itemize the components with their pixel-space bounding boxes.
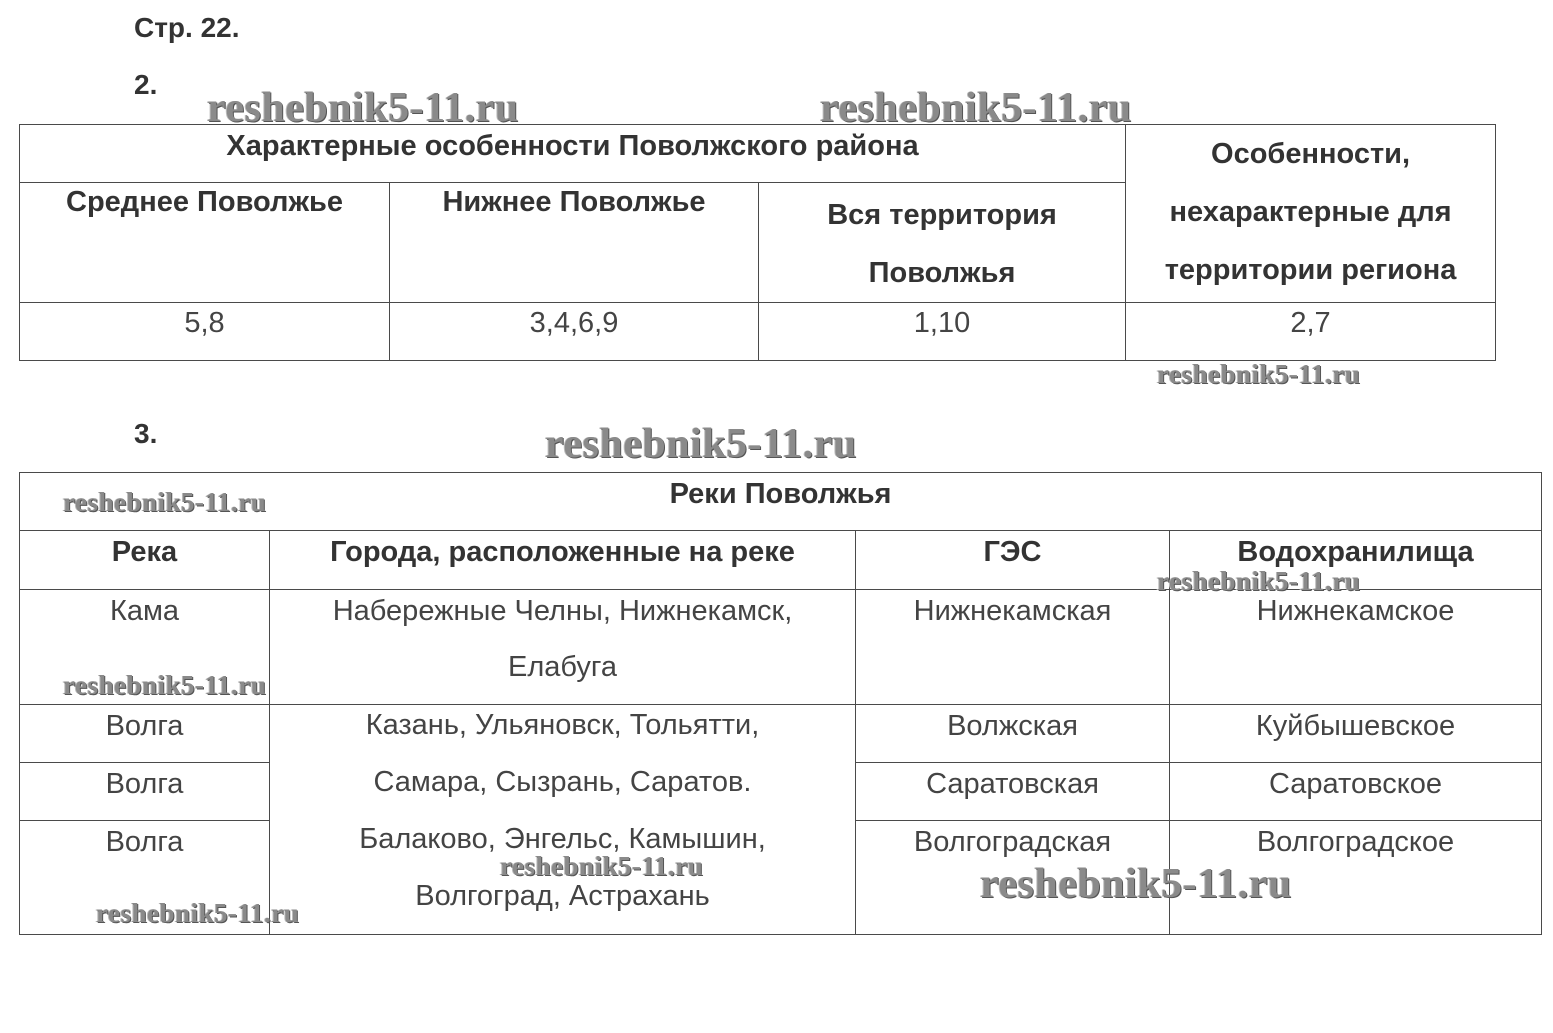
value-uncharacteristic-text: 2,7: [1290, 307, 1331, 339]
volga-cities-cell: [270, 705, 856, 935]
reservoir-cell: [1170, 705, 1542, 763]
col-whole-volga-text: Вся территория Поволжья: [827, 199, 1057, 289]
watermark: reshebnik5-11.ru: [1157, 566, 1361, 596]
river-cell-text: Кама: [109, 595, 180, 627]
header-ges: [856, 531, 1170, 590]
watermark: reshebnik5-11.ru: [63, 487, 267, 517]
col-middle-volga-text: Среднее Поволжье: [66, 186, 343, 218]
header-river: [20, 531, 270, 590]
features-table: [19, 124, 1496, 361]
ges-cell-text: Нижнекамская: [913, 595, 1112, 627]
task-2-number: 2.: [134, 69, 158, 100]
watermark: reshebnik5-11.ru: [1157, 359, 1361, 389]
river-cell-text: Волга: [105, 710, 184, 742]
header-ges-text: ГЭС: [983, 536, 1042, 568]
ges-cell: [856, 590, 1170, 705]
reservoir-cell-text: Куйбышевское: [1255, 710, 1456, 742]
value-lower-text: 3,4,6,9: [529, 307, 619, 339]
reservoir-cell-text: Нижнекамское: [1256, 595, 1455, 627]
cities-cell-text: Набережные Челны, Нижнекамск, Елабуга: [332, 595, 793, 683]
value-middle: [20, 303, 390, 361]
table-row: [20, 705, 1542, 763]
header-river-text: Река: [111, 536, 178, 568]
river-cell-text: Волга: [105, 826, 184, 858]
header-cities: [270, 531, 856, 590]
reservoir-cell-text: Саратовское: [1269, 768, 1442, 800]
watermark: reshebnik5-11.ru: [500, 851, 704, 881]
page-label: Стр. 22.: [134, 12, 240, 43]
value-uncharacteristic: [1126, 303, 1496, 361]
uncharacteristic-header: [1126, 125, 1496, 303]
reservoir-cell-text: Волгоградское: [1256, 826, 1455, 858]
rivers-title-text: Реки Поволжья: [669, 478, 892, 510]
header-cities-text: Города, расположенные на реке: [330, 536, 795, 568]
features-group-header: [20, 125, 1126, 183]
watermark: reshebnik5-11.ru: [545, 421, 857, 467]
features-group-header-text: Характерные особенности Поволжского района: [226, 130, 919, 162]
ges-cell: [856, 705, 1170, 763]
ges-cell-text: Саратовская: [926, 768, 1099, 800]
task-3-number: 3.: [134, 418, 158, 449]
value-whole: [759, 303, 1126, 361]
ges-cell-text: Волжская: [947, 710, 1078, 742]
watermark: reshebnik5-11.ru: [820, 85, 1132, 131]
reservoir-cell: [1170, 590, 1542, 705]
value-whole-text: 1,10: [913, 307, 971, 339]
river-cell-text: Волга: [105, 768, 184, 800]
cities-cell: [270, 590, 856, 705]
col-lower-volga-text: Нижнее Поволжье: [442, 186, 706, 218]
rivers-table: [19, 472, 1542, 935]
col-middle-volga: [20, 183, 390, 303]
col-whole-volga: [759, 183, 1126, 303]
watermark: reshebnik5-11.ru: [207, 85, 519, 131]
ges-cell-text: Волгоградская: [913, 826, 1112, 858]
ges-cell: [856, 763, 1170, 821]
reservoir-cell: [1170, 763, 1542, 821]
uncharacteristic-header-text: Особенности, нехарактерные для территории региона: [1164, 138, 1457, 286]
river-cell: [20, 705, 270, 763]
river-cell: [20, 763, 270, 821]
col-lower-volga: [390, 183, 759, 303]
watermark: reshebnik5-11.ru: [980, 861, 1292, 907]
volga-cities-text: Казань, Ульяновск, Тольятти, Самара, Сызрань, Саратов. Балаково, Энгельс, Камышин, Волгоград, Астрахань: [359, 709, 766, 912]
watermark: reshebnik5-11.ru: [96, 898, 300, 928]
header-reservoir-text: Водохранилища: [1237, 536, 1474, 568]
value-lower: [390, 303, 759, 361]
value-middle-text: 5,8: [184, 307, 225, 339]
watermark: reshebnik5-11.ru: [63, 670, 267, 700]
